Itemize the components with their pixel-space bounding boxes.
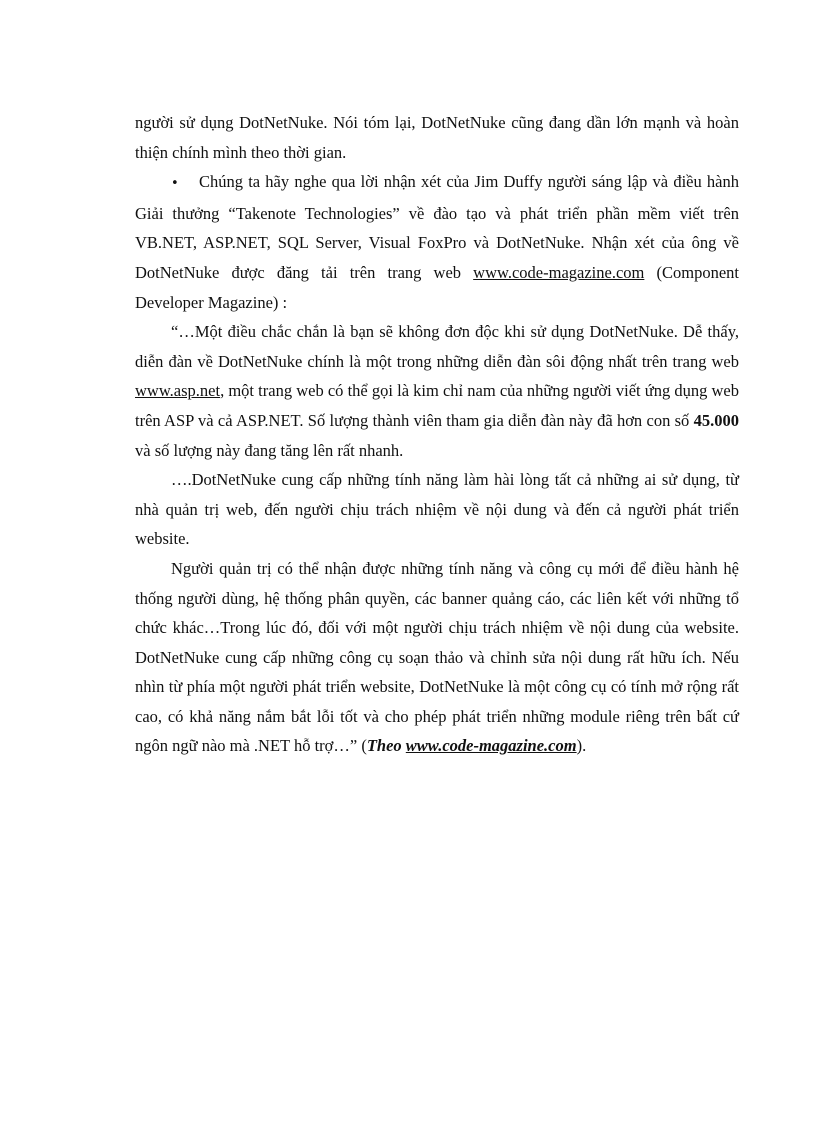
- paragraph-quote-forum: [135, 317, 739, 465]
- bullet-icon: •: [171, 176, 179, 192]
- paragraph-text: , một trang web có thể gọi là kim chỉ nam của những người viết ứng dụng web trên ASP và cả ASP.NET. Số lượng thành viên tham gia diễn đàn này đã hơn con số: [135, 381, 739, 430]
- citation-theo: Theo: [366, 736, 402, 756]
- member-count: 45.000: [693, 410, 739, 430]
- paragraph-text: “…Một điều chắc chắn là bạn sẽ không đơn độc khi sử dụng DotNetNuke. Dễ thấy, diễn đàn về DotNetNuke chính là một trong những diễn đàn sôi động nhất trên trang web: [135, 322, 739, 371]
- link-citation-code-magazine[interactable]: www.code-magazine.com: [405, 736, 577, 756]
- document-page: [135, 108, 739, 761]
- paragraph-text: ….DotNetNuke cung cấp những tính năng làm hài lòng tất cả những ai sử dụng, từ nhà quản trị web, đến người chịu trách nhiệm về nội dung và đến cả người phát triển website.: [135, 470, 739, 549]
- paragraph-bullet-jim-duffy: [135, 167, 739, 317]
- paragraph-quote-features: [135, 465, 739, 554]
- paragraph-text: (Component Developer Magazine) :: [135, 262, 739, 312]
- paragraph-text: và số lượng này đang tăng lên rất nhanh.: [135, 440, 404, 460]
- paragraph-text: Người quản trị có thể nhận được những tính năng và công cụ mới để điều hành hệ thống người dùng, hệ thống phân quyền, các banner quảng cáo, các liên kết với những tổ chức khác…Trong lúc đó, đối với một người chịu trách nhiệm về nội dung của website. DotNetNuke cung cấp những công cụ soạn thảo và chỉnh sửa nội dung rất hữu ích. Nếu nhìn từ phía một người phát triển website, DotNetNuke là một công cụ có tính mở rộng rất cao, có khả năng nắm bắt lỗi tốt và cho phép phát triển những module riêng trên bất cứ ngôn ngữ nào mà .NET hỗ trợ…” (: [135, 558, 739, 756]
- link-asp-net[interactable]: www.asp.net: [135, 381, 221, 401]
- paragraph-quote-admin: [135, 554, 739, 761]
- link-code-magazine[interactable]: www.code-magazine.com: [473, 262, 645, 282]
- paragraph-text: Chúng ta hãy nghe qua lời nhận xét của Jim Duffy người sáng lập và điều hành Giải thưởng “Takenote Technologies” về đào tạo và phát triển phần mềm viết trên VB.NET, ASP.NET, SQL Server, Visual FoxPro và DotNetNuke. Nhận xét của ông về DotNetNuke được đăng tải trên trang web: [135, 172, 739, 282]
- paragraph-text: người sử dụng DotNetNuke. Nói tóm lại, DotNetNuke cũng đang dần lớn mạnh và hoàn thiện chính mình theo thời gian.: [135, 113, 739, 162]
- paragraph-text: ).: [576, 736, 587, 756]
- paragraph-intro-continuation: [135, 108, 739, 167]
